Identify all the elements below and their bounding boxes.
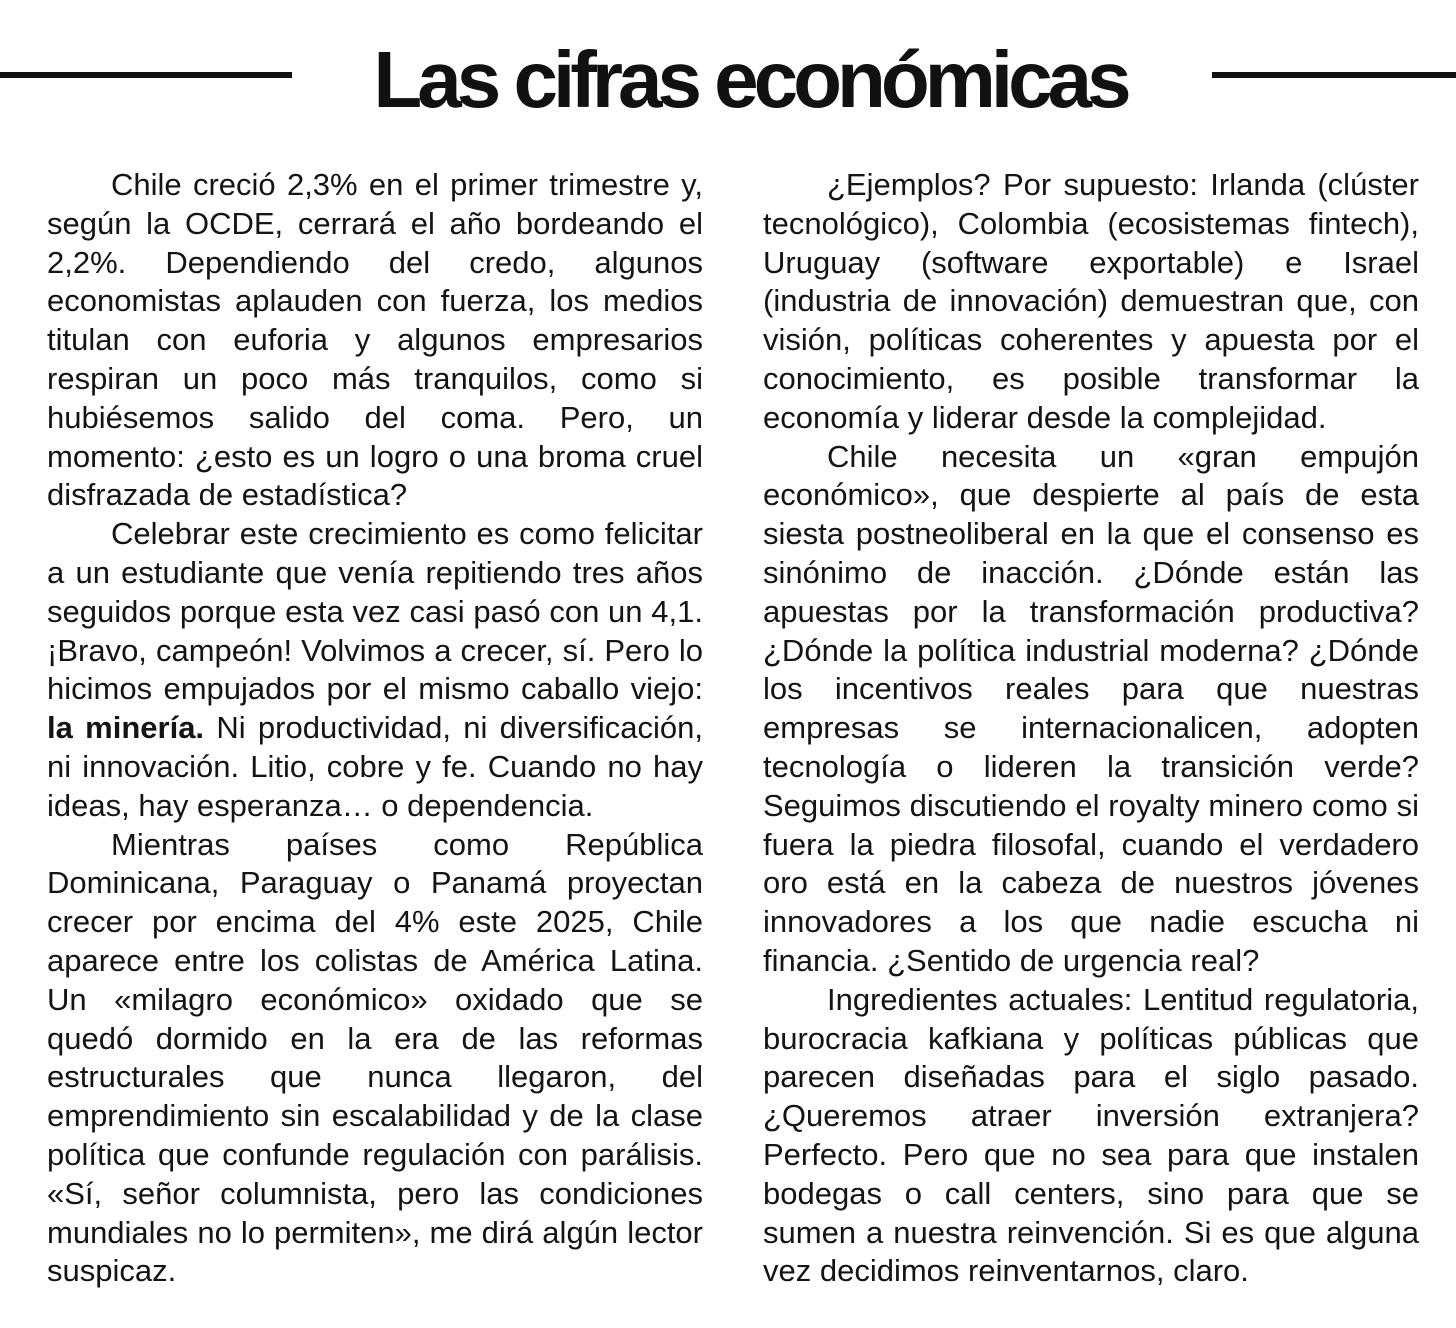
- paragraph-2-text-end: Ni productividad, ni diversificación, ni innovación. Litio, cobre y fe. Cuando no hay ideas, hay esperanza… o dependencia.: [47, 710, 703, 823]
- page-title: Las cifras económicas: [373, 35, 1127, 124]
- paragraph-6: Ingredientes actuales: Lentitud regulatoria, burocracia kafkiana y políticas públicas que parecen diseñadas para el siglo pasado. ¿Queremos atraer inversión extranjera? Perfecto. Pero que no sea para que instalen bodegas o call centers, sino para que se sumen a nuestra reinvención. Si es que alguna vez decidimos reinventarnos, claro.: [763, 981, 1419, 1289]
- paragraph-2: [47, 515, 703, 825]
- left-column: [47, 166, 703, 1291]
- left-header-rule: [0, 72, 292, 78]
- paragraph-3: Mientras países como República Dominicana, Paraguay o Panamá proyectan crecer por encima del 4% este 2025, Chile aparece entre los colistas de América Latina. Un «milagro económico» oxidado que se quedó dormido en la era de las reformas estructurales que nunca llegaron, del emprendimiento sin escalabilidad y de la clase política que confunde regulación con parálisis. «Sí, señor columnista, pero las condiciones mundiales no lo permiten», me dirá algún lector suspicaz.: [47, 826, 703, 1289]
- right-header-rule: [1212, 72, 1456, 78]
- paragraph-4: ¿Ejemplos? Por supuesto: Irlanda (clúster tecnológico), Colombia (ecosistemas fintech), Uruguay (software exportable) e Israel (industria de innovación) demuestran que, con visión, políticas coherentes y apuesta por el conocimiento, es posible transformar la economía y liderar desde la complejidad.: [763, 167, 1419, 435]
- header: [0, 28, 1456, 128]
- paragraph-2-text-start: Celebrar este crecimiento es como felicitar a un estudiante que venía repitiendo tres años seguidos porque esta vez casi pasó con un 4,1. ¡Bravo, campeón! Volvimos a crecer, sí. Pero lo hicimos empujados por el mismo caballo viejo:: [47, 516, 703, 707]
- paragraph-1: Chile creció 2,3% en el primer trimestre y, según la OCDE, cerrará el año bordeando el 2,2%. Dependiendo del credo, algunos economistas aplauden con fuerza, los medios titulan con euforia y algunos empresarios respiran un poco más tranquilos, como si hubiésemos salido del coma. Pero, un momento: ¿esto es un logro o una broma cruel disfrazada de estadística?: [47, 167, 703, 513]
- paragraph-2-bold-phrase: la minería.: [47, 710, 205, 746]
- right-column: [763, 166, 1419, 1291]
- paragraph-5: Chile necesita un «gran empujón económico», que despierte al país de esta siesta postneoliberal en la que el consenso es sinónimo de inacción. ¿Dónde están las apuestas por la transformación productiva? ¿Dónde la política industrial moderna? ¿Dónde los incentivos reales para que nuestras empresas se internacionalicen, adopten tecnología o lideren la transición verde? Seguimos discutiendo el royalty minero como si fuera la piedra filosofal, cuando el verdadero oro está en la cabeza de nuestros jóvenes innovadores a los que nadie escucha ni financia. ¿Sentido de urgencia real?: [763, 438, 1419, 978]
